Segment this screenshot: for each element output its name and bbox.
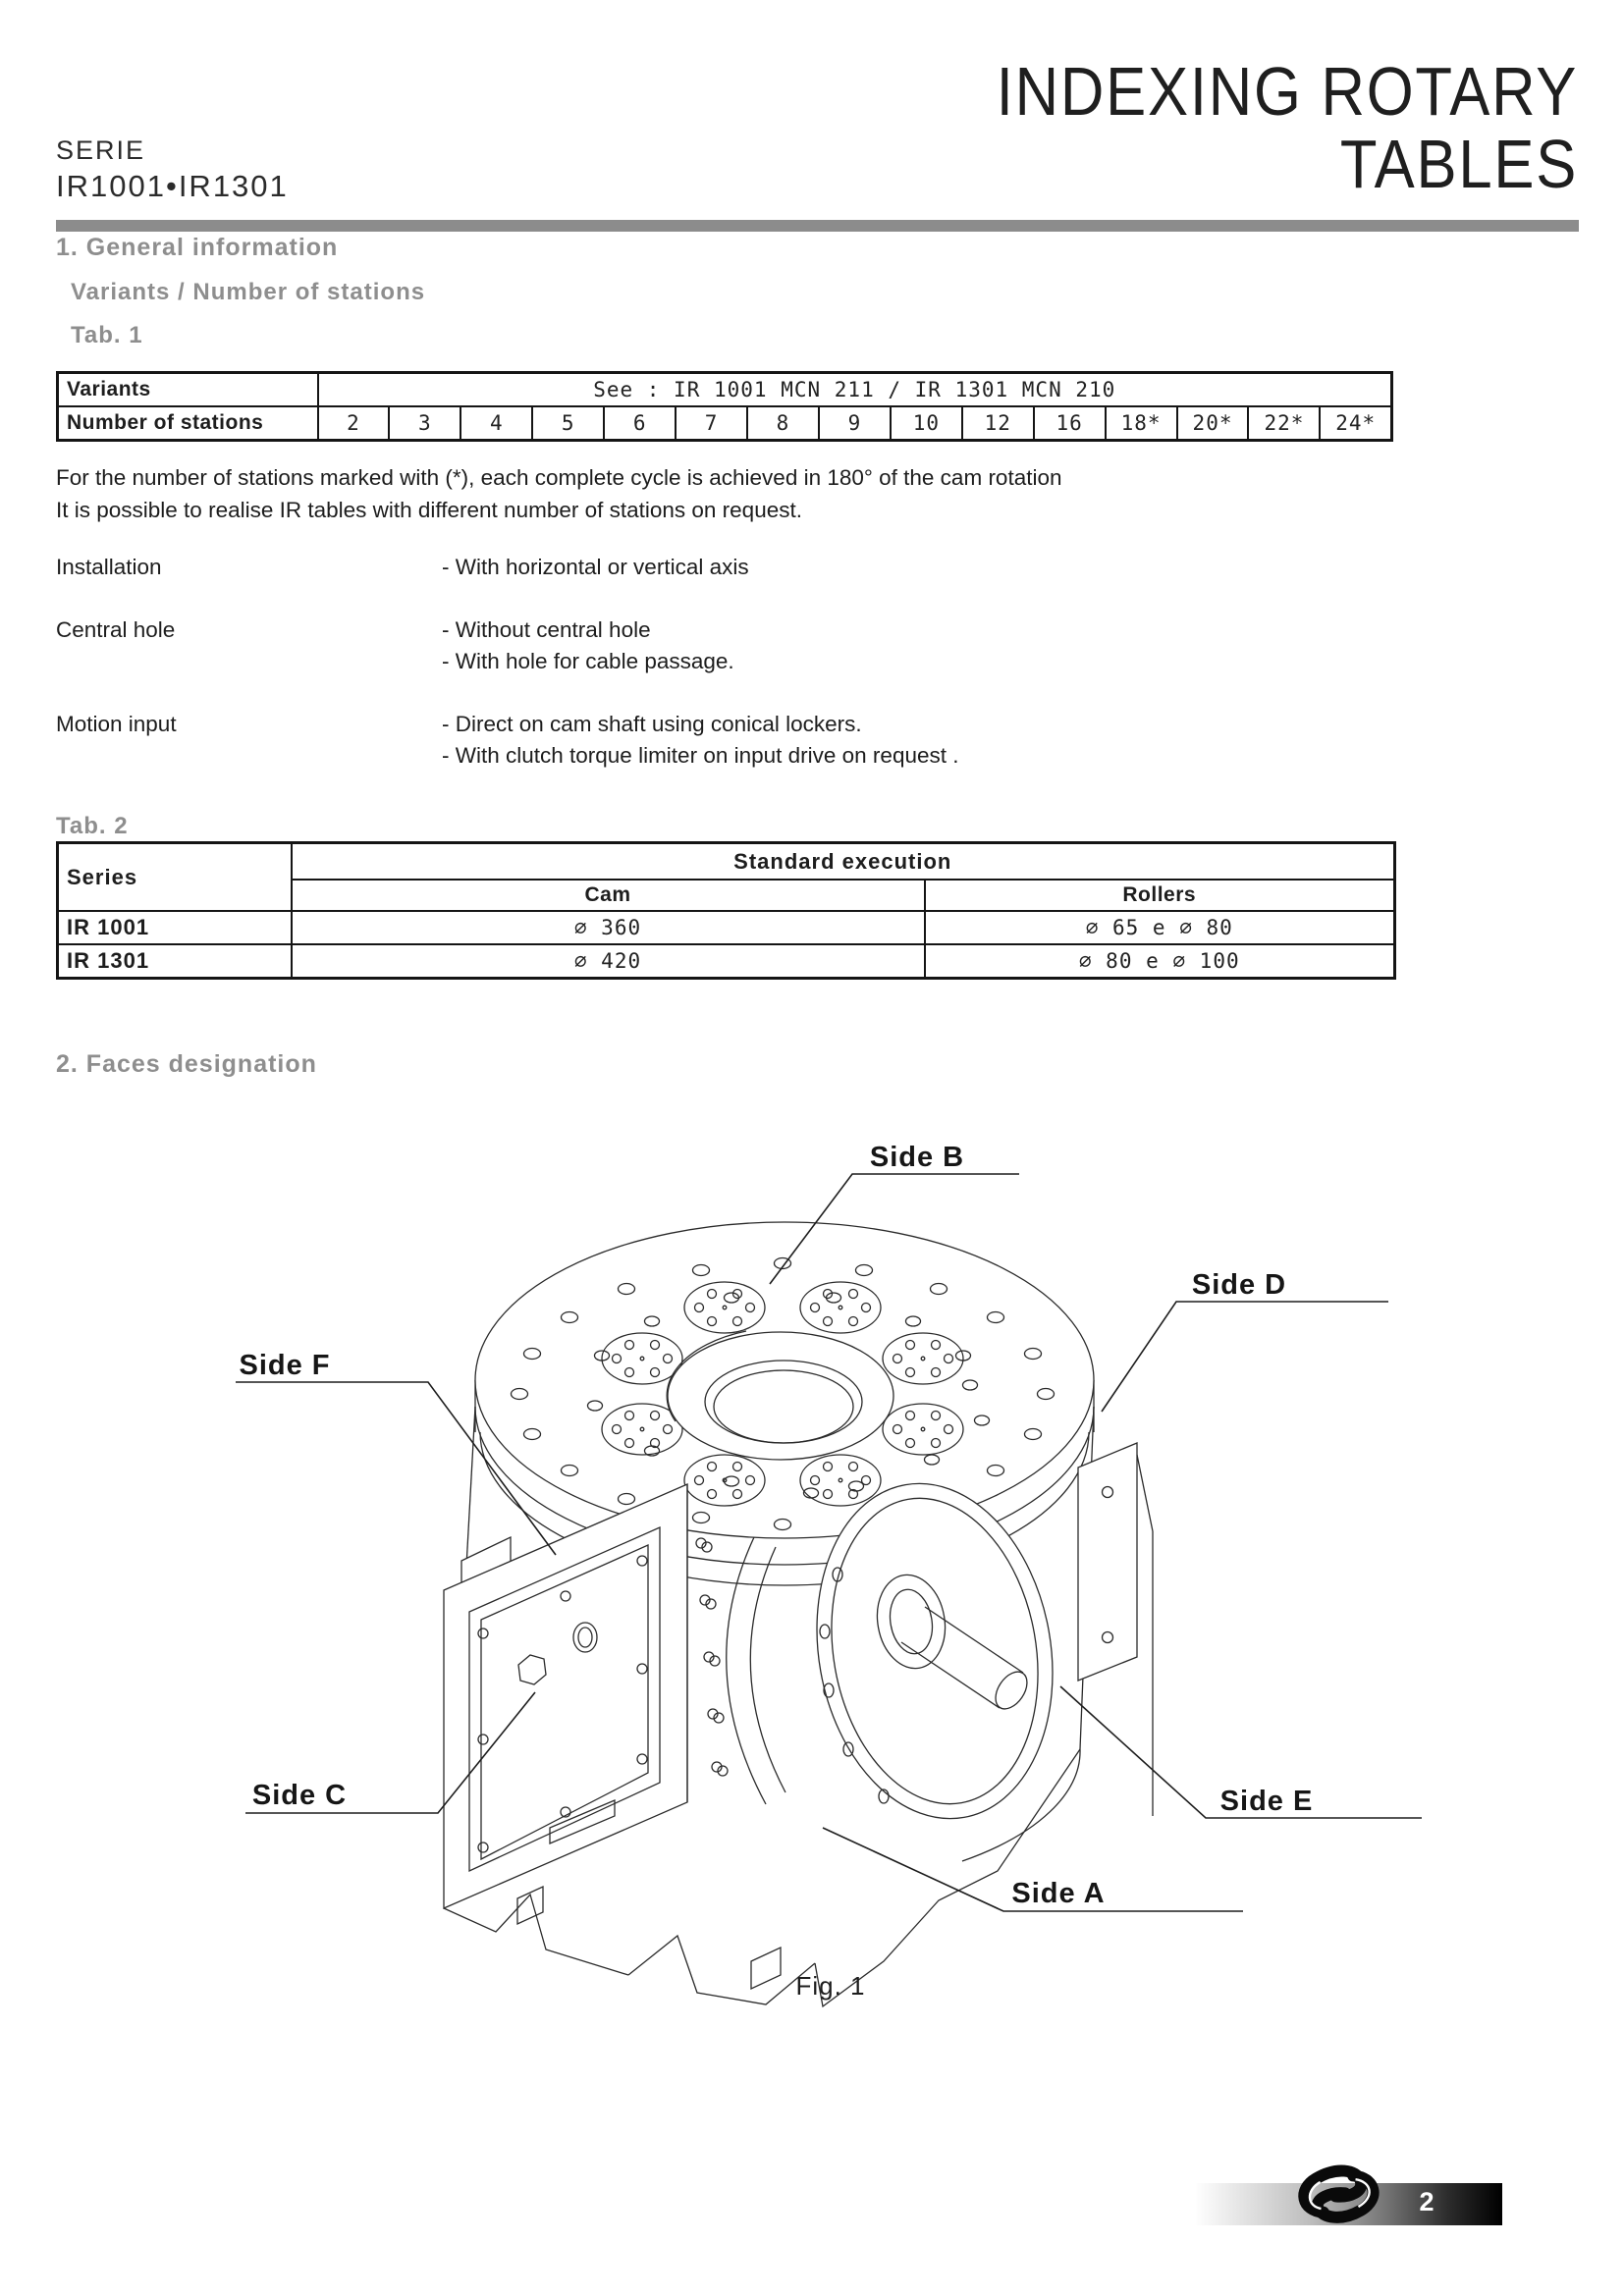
option-def: - Direct on cam shaft using conical lockers.	[442, 712, 862, 736]
tab2-row-ir1001	[58, 911, 1395, 944]
tab1-table	[56, 371, 1393, 442]
tab2-series-cell: IR 1301	[58, 944, 292, 979]
station-count: 7	[676, 406, 747, 441]
tab1-stations-label: Number of stations	[58, 406, 318, 441]
company-logo-icon	[1289, 2157, 1389, 2231]
tab2-rollers-header: Rollers	[925, 880, 1395, 911]
option-term: Central hole	[56, 617, 176, 642]
tab1-variants-value: See : IR 1001 MCN 211 / IR 1301 MCN 210	[318, 373, 1392, 407]
tab1-variants-row	[58, 373, 1392, 407]
side-d-leader	[1102, 1302, 1388, 1412]
document-title	[997, 55, 1578, 200]
side-d-label: Side D	[1191, 1269, 1287, 1301]
station-count: 22*	[1248, 406, 1320, 441]
stations-note-line2: It is possible to realise IR tables with different number of stations on request.	[56, 498, 802, 522]
tab2-cam-cell: ∅ 360	[292, 911, 925, 944]
tab2-row-ir1301	[58, 944, 1395, 979]
figure-caption: Fig. 1	[795, 1971, 866, 2001]
station-count: 2	[318, 406, 390, 441]
header-divider-rule	[56, 220, 1579, 232]
station-count: 24*	[1320, 406, 1391, 441]
tab2-table	[56, 841, 1396, 980]
side-a-label: Side A	[1011, 1878, 1106, 1909]
section1-heading: 1. General information	[56, 234, 339, 261]
stud-bolts	[696, 1538, 728, 1776]
tab1-variants-label: Variants	[58, 373, 318, 407]
tab2-cam-cell: ∅ 420	[292, 944, 925, 979]
side-e-label: Side E	[1219, 1786, 1314, 1817]
option-def: - With hole for cable passage.	[442, 649, 734, 673]
central-hole	[667, 1331, 893, 1460]
page-number: 2	[1419, 2187, 1435, 2216]
station-count: 3	[389, 406, 460, 441]
tab2-standard-header: Standard execution	[292, 843, 1395, 881]
station-count: 16	[1034, 406, 1106, 441]
faces-designation-figure	[0, 1119, 1624, 2042]
serie-label: SERIE	[56, 135, 146, 165]
tab2-rollers-cell: ∅ 65 e ∅ 80	[925, 911, 1395, 944]
serie-models: IR1001•IR1301	[56, 169, 289, 203]
tab2-rollers-cell: ∅ 80 e ∅ 100	[925, 944, 1395, 979]
station-count: 5	[532, 406, 604, 441]
side-c-panel	[444, 1484, 687, 1908]
station-count: 6	[604, 406, 676, 441]
station-count: 18*	[1106, 406, 1177, 441]
document-title-line2: TABLES	[1339, 126, 1578, 202]
document-title-line1: INDEXING ROTARY	[996, 53, 1578, 130]
side-b-label: Side B	[869, 1142, 965, 1173]
station-count: 9	[819, 406, 891, 441]
tab1-stations-row	[58, 406, 1392, 441]
stations-note-line1: For the number of stations marked with (*), each complete cycle is achieved in 180° of the cam rotation	[56, 465, 1062, 490]
tab2-label: Tab. 2	[56, 813, 129, 839]
stations-note	[56, 461, 1062, 526]
station-count: 20*	[1177, 406, 1249, 441]
side-f-label: Side F	[239, 1350, 331, 1381]
option-def: - With clutch torque limiter on input drive on request .	[442, 743, 959, 768]
tab2-header-row1	[58, 843, 1395, 881]
side-c-label: Side C	[251, 1780, 348, 1811]
station-count: 8	[747, 406, 819, 441]
section1-subheading: Variants / Number of stations	[71, 279, 426, 305]
option-def: - Without central hole	[442, 617, 651, 642]
section2-heading: 2. Faces designation	[56, 1050, 317, 1078]
station-count: 12	[962, 406, 1034, 441]
option-term: Motion input	[56, 712, 177, 736]
station-count: 4	[460, 406, 532, 441]
tab2-cam-header: Cam	[292, 880, 925, 911]
station-count: 10	[891, 406, 962, 441]
tab2-series-header: Series	[58, 843, 292, 912]
option-def: - With horizontal or vertical axis	[442, 555, 749, 579]
tab1-label: Tab. 1	[71, 322, 143, 348]
option-term: Installation	[56, 555, 162, 579]
tab2-series-cell: IR 1001	[58, 911, 292, 944]
